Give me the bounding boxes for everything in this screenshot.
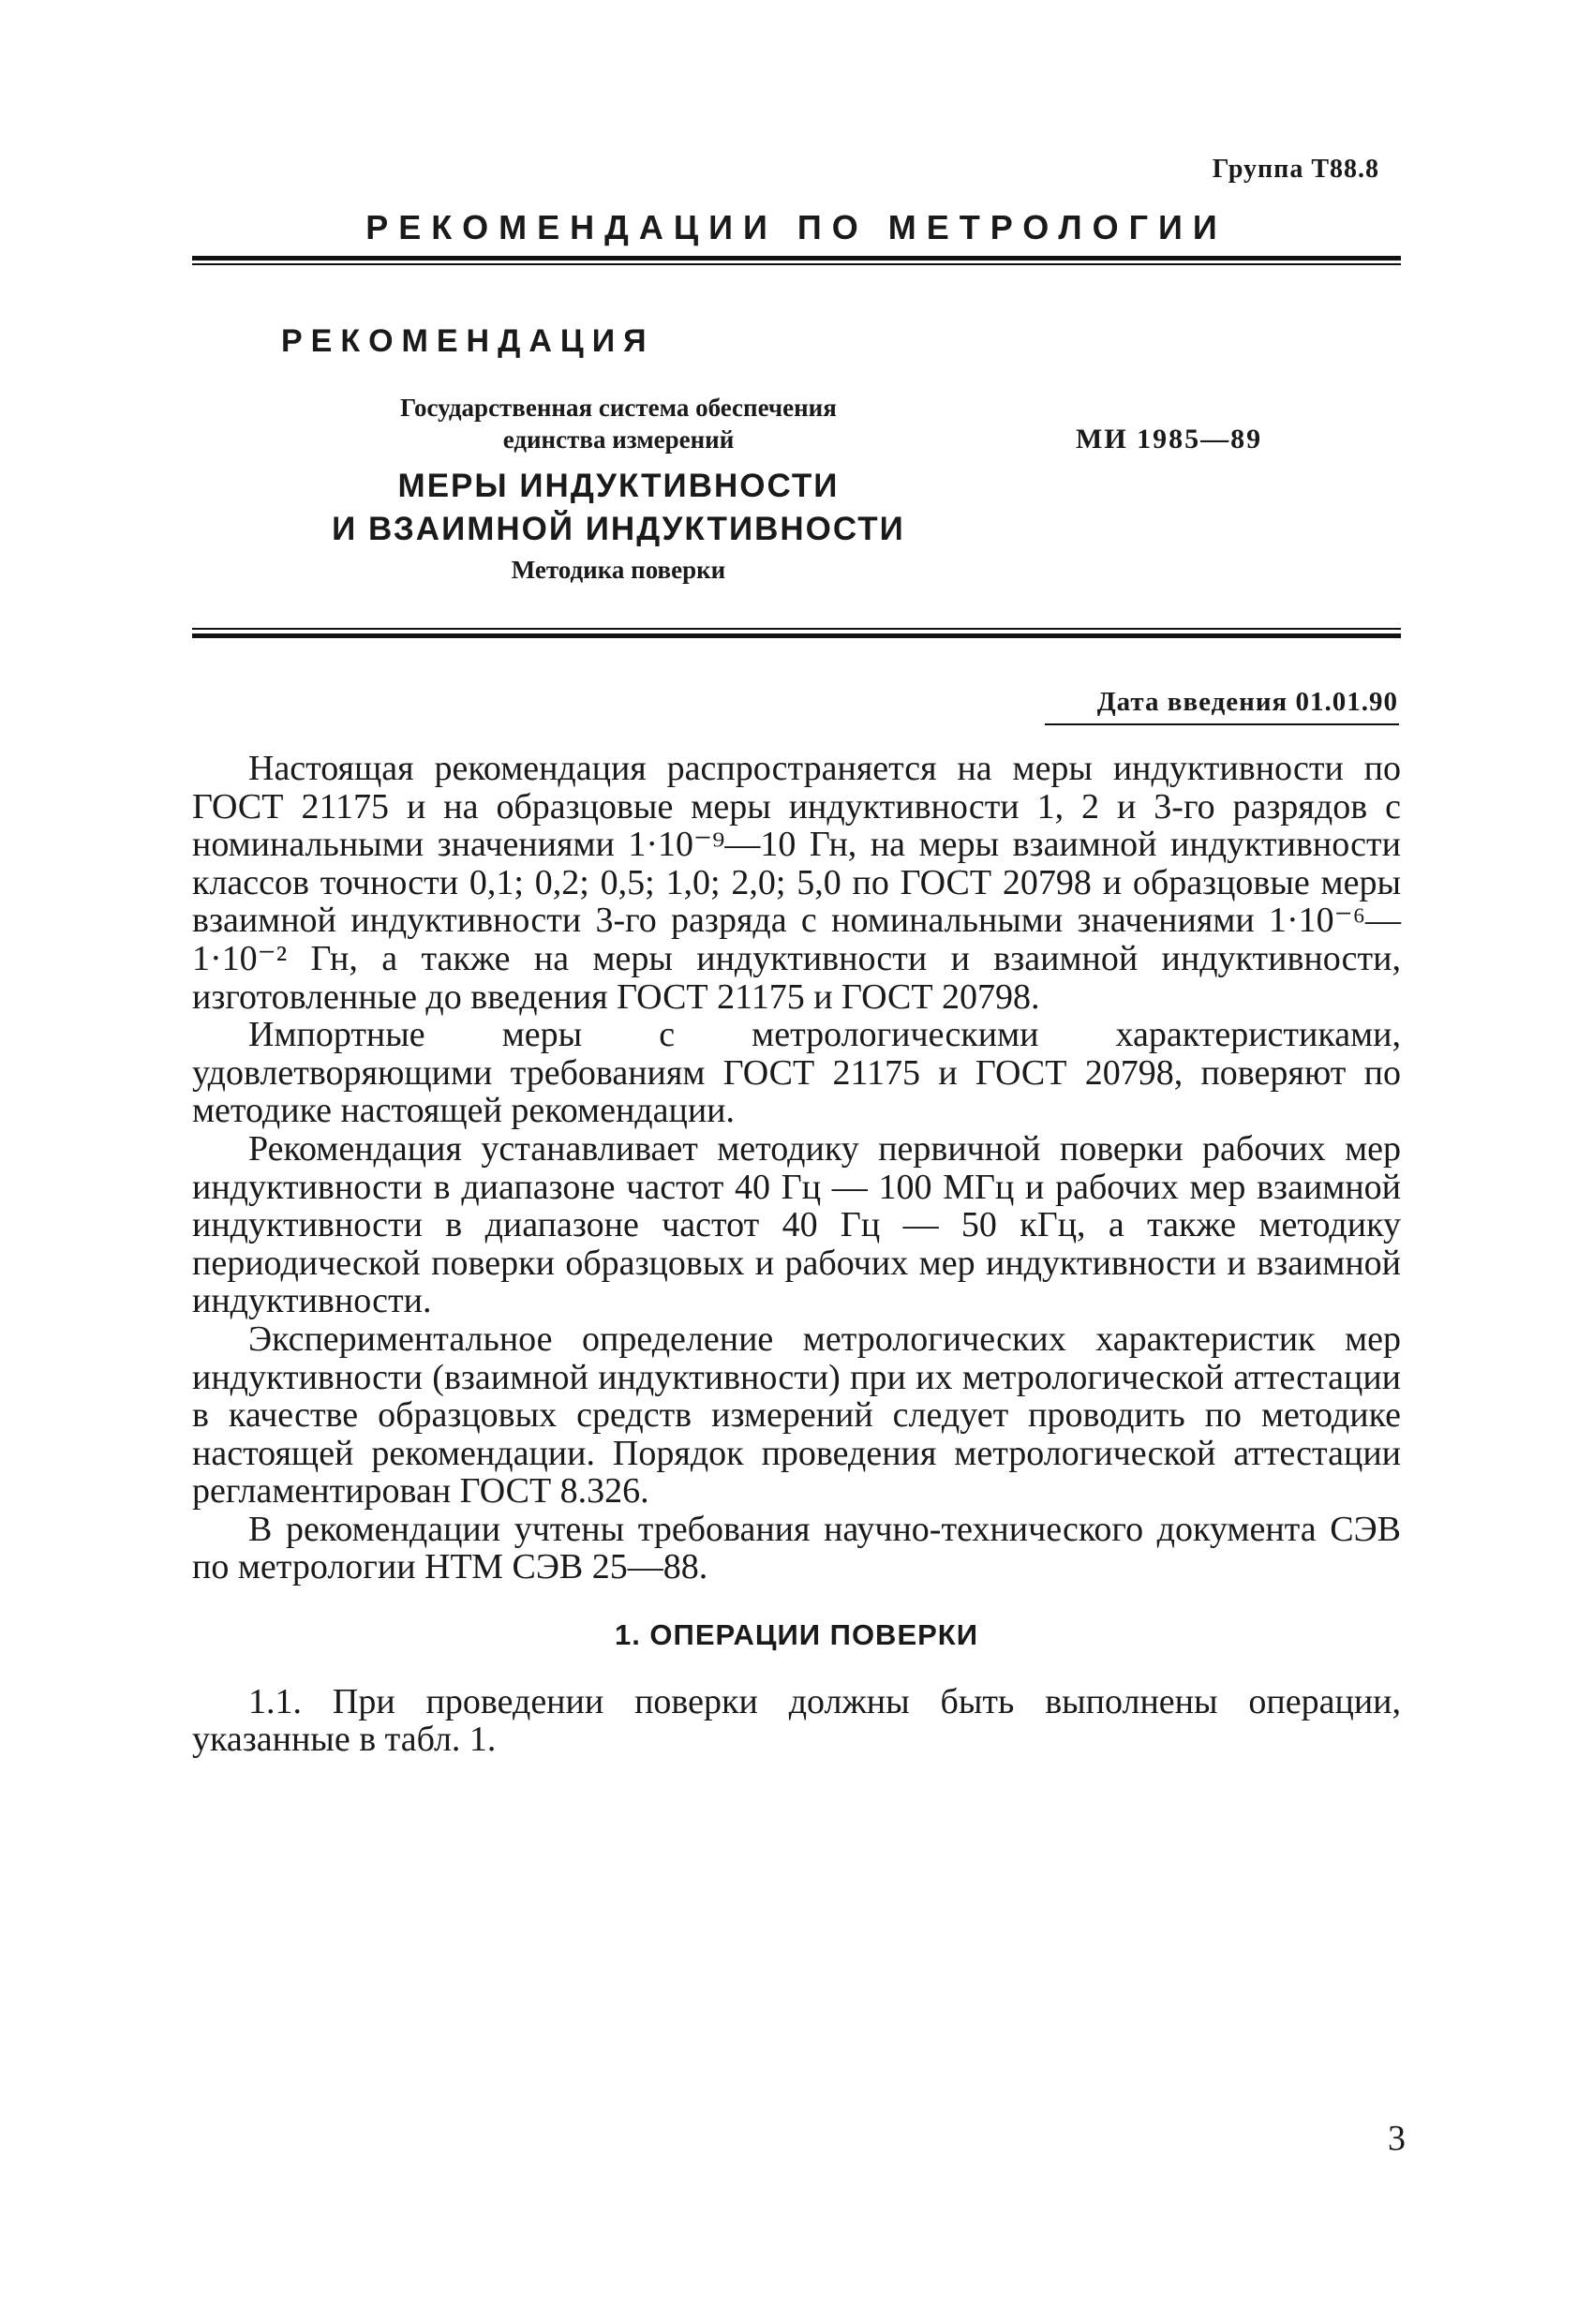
page-number: 3	[1388, 2119, 1406, 2158]
section-heading: 1. ОПЕРАЦИИ ПОВЕРКИ	[614, 1618, 979, 1652]
title-rule-thin	[192, 628, 1401, 630]
title-rule-thick	[192, 633, 1401, 638]
title-line-1: МЕРЫ ИНДУКТИВНОСТИ	[397, 468, 840, 504]
header-rule-thin	[192, 263, 1401, 265]
introduction-date: Дата введения 01.01.90	[1096, 687, 1398, 717]
series-title: РЕКОМЕНДАЦИИ ПО МЕТРОЛОГИИ	[365, 208, 1228, 246]
body-paragraph: Настоящая рекомендация распространяется на меры индуктивности по ГОСТ 21175 и на образцовые меры индуктивности 1, 2 и 3-го разрядов с номинальными значениями 1·10⁻⁹—10 Гн, на меры взаимной индуктивности классов точности 0,1; 0,2; 0,5; 1,0; 2,0; 5,0 по ГОСТ 20798 и образцовые меры взаимной индуктивности 3-го разряда с номинальными значениями 1·10⁻⁶—1·10⁻² Гн, а также на меры индуктивности и взаимной индуктивности, изготовленные до введения ГОСТ 21175 и ГОСТ 20798.	[192, 749, 1401, 1017]
subsystem-name	[333, 392, 904, 455]
title-line-2: И ВЗАИМНОЙ ИНДУКТИВНОСТИ	[332, 511, 905, 547]
header-rule-thick	[192, 256, 1401, 261]
document-subtitle: Методика поверки	[511, 556, 726, 584]
subsystem-line-1: Государственная система обеспечения	[400, 394, 837, 422]
document-title	[300, 465, 937, 551]
document-kind: РЕКОМЕНДАЦИЯ	[281, 323, 655, 359]
section-paragraph: 1.1. При проведении поверки должны быть выполнены операции, указанные в табл. 1.	[192, 1681, 1401, 1760]
document-code: МИ 1985—89	[1076, 424, 1263, 454]
body-paragraph: В рекомендации учтены требования научно-технического документа СЭВ по метрологии НТМ СЭВ 25—88.	[192, 1509, 1401, 1587]
document-body	[192, 750, 1401, 1759]
group-code: Группа Т88.8	[1212, 155, 1379, 184]
subsystem-line-2: единства измерений	[502, 425, 735, 454]
body-paragraph: Экспериментальное определение метрологических характеристик мер индуктивности (взаимной индуктивности) при их метрологической аттестации в качестве образцовых средств измерений следует проводить по методике настоящей рекомендации. Порядок проведения метрологической аттестации регламентирован ГОСТ 8.326.	[192, 1318, 1401, 1512]
body-paragraph: Рекомендация устанавливает методику первичной поверки рабочих мер индуктивности в диапазоне частот 40 Гц — 100 МГц и рабочих мер взаимной индуктивности в диапазоне частот 40 Гц — 50 кГц, а также методику периодической поверки образцовых и рабочих мер индуктивности и взаимной индуктивности.	[192, 1128, 1401, 1321]
introduction-date-underline	[1045, 723, 1399, 725]
body-paragraph: Импортные меры с метрологическими характеристиками, удовлетворяющими требованиям ГОСТ 21175 и ГОСТ 20798, поверяют по методике настоящей рекомендации.	[192, 1015, 1401, 1131]
